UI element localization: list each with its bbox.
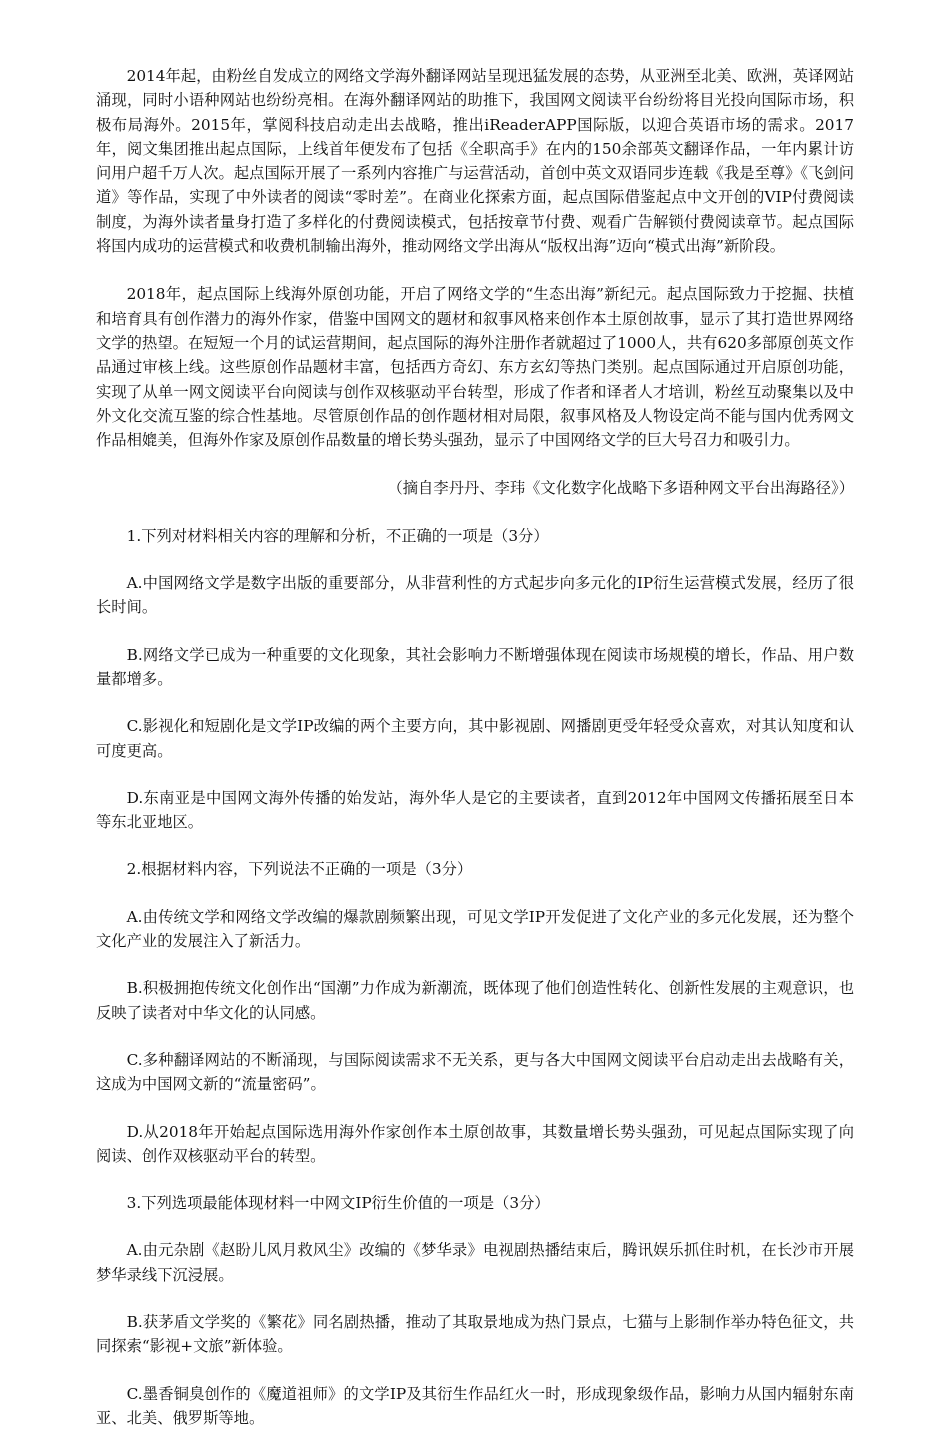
question-2-stem: 2.根据材料内容，下列说法不正确的一项是（3分）: [126, 860, 473, 879]
passage-source: （摘自李丹丹、李玮《文化数字化战略下多语种网文平台出海路径》）: [387, 479, 854, 498]
question-1-option-d: D.东南亚是中国网文海外传播的始发站，海外华人是它的主要读者，直到2012年中国网文传播拓展至日本等东北亚地区。: [96, 788, 854, 832]
question-3-option-a: A.由元杂剧《赵盼儿风月救风尘》改编的《梦华录》电视剧热播结束后，腾讯娱乐抓住时机，在长沙市开展梦华录线下沉浸展。: [96, 1241, 854, 1284]
question-3-stem: 3.下列选项最能体现材料一中网文IP衍生价值的一项是（3分）: [126, 1194, 550, 1213]
question-1-option-b: B.网络文学已成为一种重要的文化现象，其社会影响力不断增强体现在阅读市场规模的增长，作品、用户数量都增多。: [96, 645, 854, 688]
passage-paragraph-1: 2014年起，由粉丝自发成立的网络文学海外翻译网站呈现迅猛发展的态势，从亚洲至北美、欧洲，英译网站涌现，同时小语种网站也纷纷亮相。在海外翻译网站的助推下，我国网文阅读平台纷纷将目光投向国际市场，积极布局海外。2015年，掌阅科技启动走出去战略，推出iReaderAPP国际版，以迎合英语市场的需求。2017年，阅文集团推出起点国际，上线首年便发布了包括《全职高手》在内的150余部英文翻译作品，一年内累计访问用户超千万人次。起点国际开展了一系列内容推广与运营活动，首创中英文双语同步连载《我是至尊》《飞剑问道》等作品，实现了中外读者的阅读“零时差”。在商业化探索方面，起点国际借鉴起点中文开创的VIP付费阅读制度，为海外读者量身打造了多样化的付费阅读模式，包括按章节付费、观看广告解锁付费阅读章节。起点国际将国内成功的运营模式和收费机制输出海外，推动网络文学出海从“版权出海”迈向“模式出海”新阶段。: [96, 67, 854, 256]
question-1-stem: 1.下列对材料相关内容的理解和分析，不正确的一项是（3分）: [126, 526, 549, 545]
question-2-option-c: C.多种翻译网站的不断涌现，与国际阅读需求不无关系，更与各大中国网文阅读平台启动走出去战略有关，这成为中国网文新的“流量密码”。: [96, 1050, 854, 1094]
question-2-option-b: B.积极拥抱传统文化创作出“国潮”力作成为新潮流，既体现了他们创造性转化、创新性发展的主观意识，也反映了读者对中华文化的认同感。: [96, 979, 854, 1022]
question-3-option-c: C.墨香铜臭创作的《魔道祖师》的文学IP及其衍生作品红火一时，形成现象级作品，影响力从国内辐射东南亚、北美、俄罗斯等地。: [96, 1384, 854, 1427]
question-1-option-a: A.中国网络文学是数字出版的重要部分，从非营利性的方式起步向多元化的IP衍生运营模式发展，经历了很长时间。: [96, 574, 854, 617]
passage-paragraph-2: 2018年，起点国际上线海外原创功能，开启了网络文学的“生态出海”新纪元。起点国际致力于挖掘、扶植和培育具有创作潜力的海外作家，借鉴中国网文的题材和叙事风格来创作本土原创故事，显示了其打造世界网络文学的热望。在短短一个月的试运营期间，起点国际的海外注册作者就超过了1000人，共有620多部原创英文作品通过审核上线。这些原创作品题材丰富，包括西方奇幻、东方玄幻等热门类别。起点国际通过开启原创功能，实现了从单一网文阅读平台向阅读与创作双核驱动平台转型，形成了作者和译者人才培训，粉丝互动聚集以及中外文化交流互鉴的综合性基地。尽管原创作品的创作题材相对局限，叙事风格及人物设定尚不能与国内优秀网文作品相媲美，但海外作家及原创作品数量的增长势头强劲，显示了中国网络文学的巨大号召力和吸引力。: [96, 285, 854, 450]
question-2-option-a: A.由传统文学和网络文学改编的爆款剧频繁出现，可见文学IP开发促进了文化产业的多元化发展，还为整个文化产业的发展注入了新活力。: [96, 907, 854, 951]
question-1-option-c: C.影视化和短剧化是文学IP改编的两个主要方向，其中影视剧、网播剧更受年轻受众喜欢，对其认知度和认可度更高。: [96, 717, 854, 760]
question-3-option-b: B.获茅盾文学奖的《繁花》同名剧热播，推动了其取景地成为热门景点，七猫与上影制作举办特色征文，共同探索“影视+文旅”新体验。: [96, 1312, 854, 1356]
question-2-option-d: D.从2018年开始起点国际选用海外作家创作本土原创故事，其数量增长势头强劲，可见起点国际实现了向阅读、创作双核驱动平台的转型。: [96, 1122, 854, 1165]
